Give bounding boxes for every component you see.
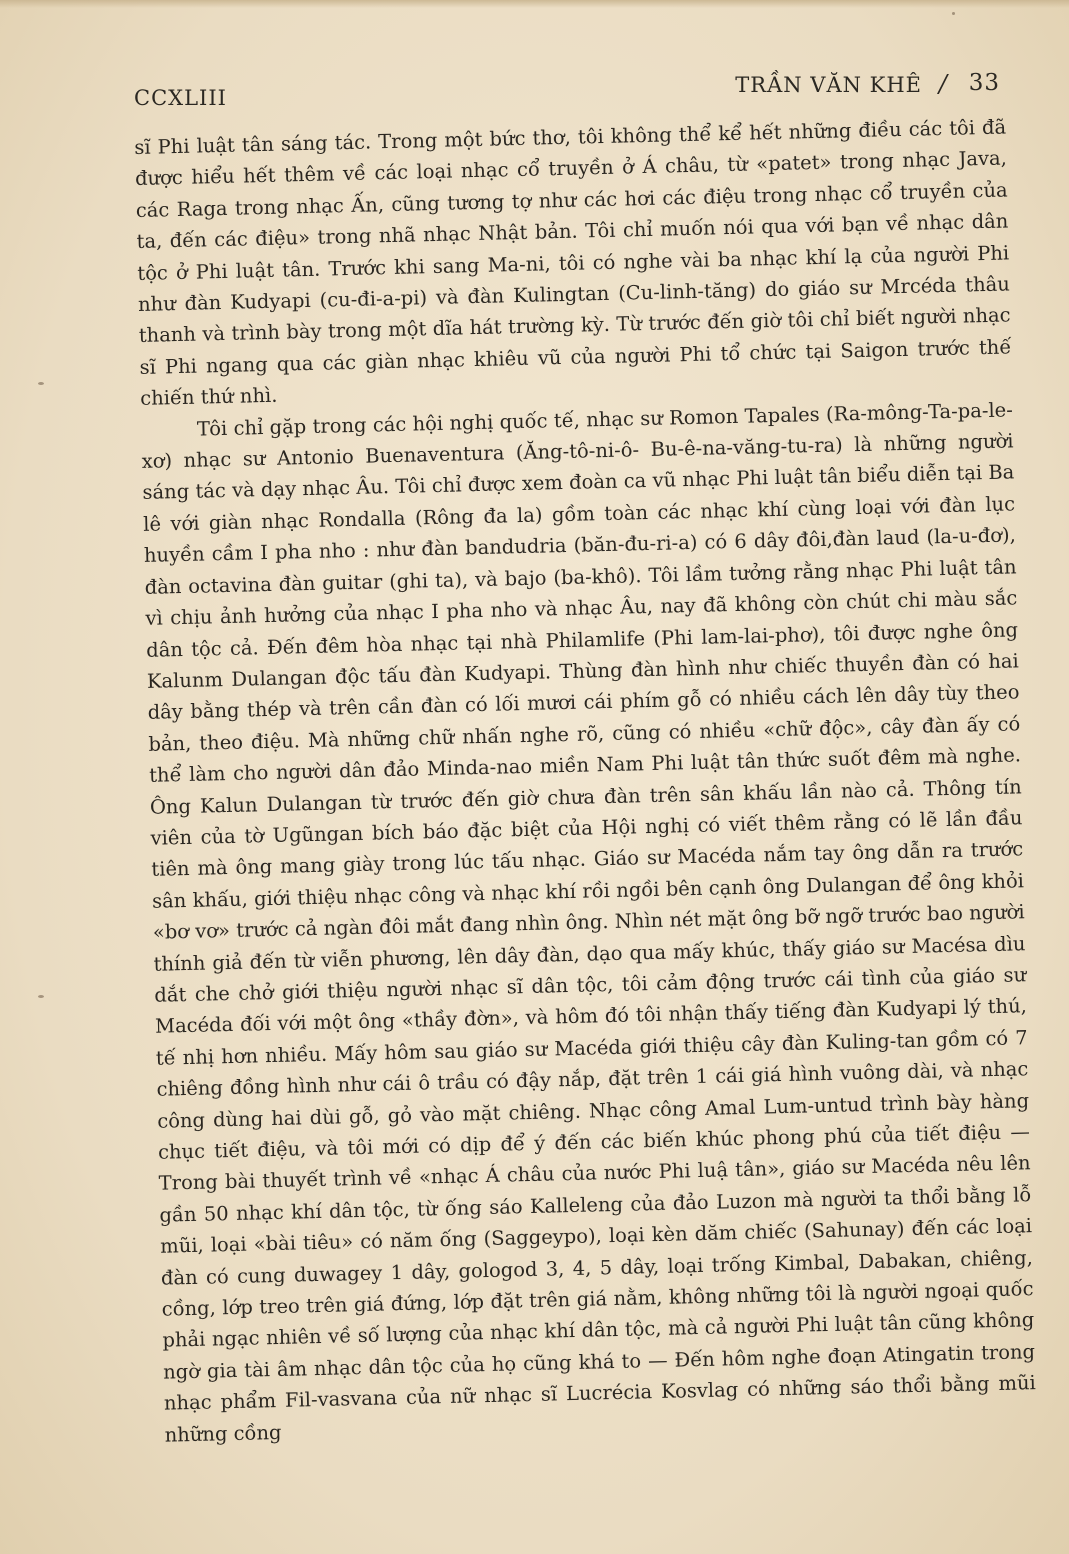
author-name: TRẦN VĂN KHÊ: [735, 73, 922, 97]
header-separator: /: [938, 70, 948, 98]
paper-speck: [38, 382, 44, 385]
page-number: 33: [968, 70, 1000, 96]
paragraph: Tôi chỉ gặp trong các hội nghị quốc tế, nhạc sư Romon Tapales (Ra-mông-Ta-pa-le-xơ) nhạc sư Antonio Buenaventura (Ăng-tô-ni-ô- Bu-ê-na-văng-tu-ra) là những người sáng tác và dạy nhạc Âu. Tôi chỉ được xem đoàn ca vũ nhạc Phi luật tân biểu diễn tại Ba lê với giàn nhạc Rondalla (Rông đa la) gồm toàn các nhạc khí cùng loại với đàn lục huyền cầm I pha nho : như đàn bandudria (băn-đu-ri-a) có 6 dây đôi,đàn laud (la-u-đơ), đàn octavina đàn guitar (ghi ta), và bajo (ba-khô). Tôi lầm tưởng rằng nhạc Phi luật tân vì chịu ảnh hưởng của nhạc I pha nho và nhạc Âu, nay đã không còn chút chi màu sắc dân tộc cả. Đến đêm hòa nhạc tại nhà Philamlife (Phi lam-lai-phơ), tôi được nghe ông Kalunm Dulangan độc tấu đàn Kudyapi. Thùng đàn hình như chiếc thuyền đàn có hai dây bằng thép và trên cần đàn có lối mươi cái phím gỗ có nhiều cách lên dây tùy theo bản, theo điệu. Mà những chữ nhấn nghe rõ, cũng có nhiều «chữ độc», cây đàn ấy có thể làm cho người dân đảo Minda-nao miền Nam Phi luật tân thức suốt đêm mà nghe. Ông Kalun Dulangan từ trước đến giờ chưa đàn trên sân khấu lần nào cả. Thông tín viên của tờ Ugũngan bích báo đặc biệt của Hội nghị có viết thêm rằng có lẽ lần đầu tiên mà ông mang giày trong lúc tấu nhạc. Giáo sư Macéda nắm tay ông dẫn ra trước sân khấu, giới thiệu nhạc công và nhạc khí rồi ngồi bên cạnh ông Dulangan để ông khỏi «bơ vơ» trước cả ngàn đôi mắt đang nhìn ông. Nhìn nét mặt ông bỡ ngỡ trước bao người thính giả đến từ viễn phương, lên dây đàn, dạo qua mấy khúc, thấy giáo sư Macésa dìu dắt che chở giới thiệu người nhạc sĩ dân tộc, tôi cảm động trước cái tình của giáo sư Macéda đối với một ông «thầy đờn», và hôm đó tôi nhận thấy tiếng đàn Kudyapi lý thú, tế nhị hơn nhiều. Mấy hôm sau giáo sư Macéda giới thiệu cây đàn Kuling-tan gồm có 7 chiêng đồng hình như cái ô trầu có đậy nắp, đặt trên 1 cái giá hình vuông dài, và nhạc công dùng hai dùi gỗ, gỏ vào mặt chiêng. Nhạc công Amal Lum-untud trình bày hàng chục tiết điệu, và tôi mới có dịp để ý đến các biến khúc phong phú của tiết điệu — Trong bài thuyết trình về «nhạc Á châu của nước Phi luậ tân», giáo sư Macéda nêu lên gần 50 nhạc khí dân tộc, từ ống sáo Kalleleng của đảo Luzon mà người ta thổi bằng lỗ mũi, loại «bài tiêu» có năm ống (Saggeypo), loại kèn dăm chiếc (Sahunay) đến các loại đàn có cung duwagey 1 dây, gologod 3, 4, 5 dây, loại trống Kimbal, Dabakan, chiêng, cồng, lớp treo trên giá đứng, lớp đặt trên giá nằm, không những tôi là người ngoại quốc phải ngạc nhiên về số lượng của nhạc khí dân tộc, mà cả người Phi luật tân cũng không ngờ gia tài âm nhạc dân tộc của họ cũng khá to — Đến hôm nghe đoạn Atingatin trong nhạc phẩm Fil-vasvana của nữ nhạc sĩ Lucrécia Kosvlag có những sáo thổi bằng mũi những cồng: [141, 398, 1036, 1447]
running-header: [134, 70, 1000, 110]
page-top-edge: [0, 0, 1069, 8]
paragraph: sĩ Phi luật tân sáng tác. Trong một bức thơ, tôi không thể kể hết những điều các tôi đã được hiểu hết thêm về các loại nhạc cổ truyền ở Á châu, từ «patet» trong nhạc Java, các Raga trong nhạc Ấn, cũng tương tợ như các hơi các điệu trong nhạc cổ truyền của ta, đến các điệu» trong nhã nhạc Nhật bản. Tôi chỉ muốn nói qua với bạn về nhạc dân tộc ở Phi luật tân. Trước khi sang Ma-ni, tôi có nghe vài ba nhạc khí lạ của người Phi như đàn Kudyapi (cu-đi-a-pi) và đàn Kulingtan (Cu-linh-tăng) do giáo sư Mrcéda thâu thanh và trình bày trong một dĩa hát trường kỳ. Từ trước đến giờ tôi chỉ biết người nhạc sĩ Phi ngang qua các giàn nhạc khiêu vũ của người Phi tổ chức tại Saigon trước thế chiến thứ nhì.: [134, 115, 1012, 411]
issue-number: CCXLIII: [134, 86, 227, 110]
paper-speck: [38, 995, 44, 998]
article-body: [134, 111, 1037, 1450]
paper-speck: [952, 12, 955, 15]
